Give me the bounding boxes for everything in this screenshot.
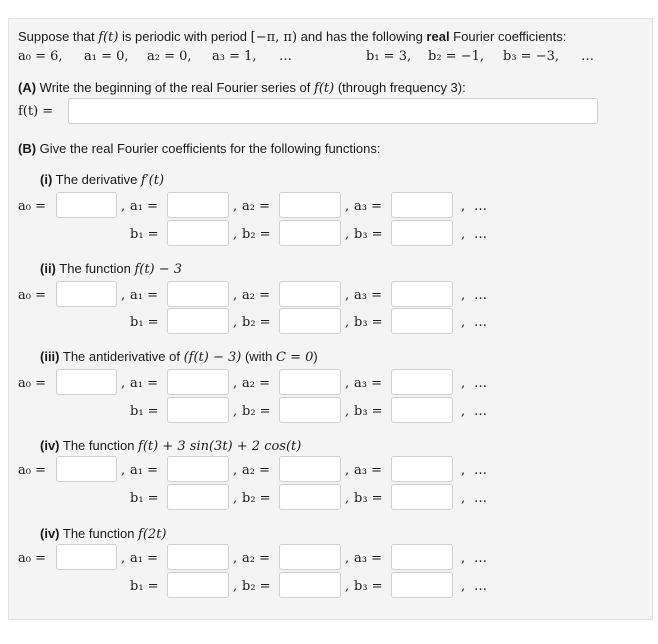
section-1-a1-comma: ,	[121, 199, 126, 214]
section-3-a3-input[interactable]	[391, 369, 453, 395]
section-1-heading	[40, 172, 164, 188]
section-1-a2-label: a₂ =	[242, 199, 270, 214]
section-4-b3-label: b₃ =	[354, 491, 383, 506]
section-3-b2-comma: ,	[233, 404, 238, 419]
section-4-b3-input[interactable]	[391, 484, 453, 510]
given-b2: b₂ = −1,	[428, 49, 484, 64]
section-3-a-dots: …	[474, 376, 487, 391]
section-2-math: f(t) − 3	[134, 262, 183, 277]
section-5-text: The function	[59, 526, 139, 541]
section-1-b2-input[interactable]	[279, 220, 341, 246]
section-5-b2-input[interactable]	[279, 572, 341, 598]
section-3-math: (f(t) − 3)	[183, 350, 242, 365]
intro-text-3: and has the following	[297, 29, 427, 44]
section-2-heading	[40, 261, 182, 277]
section-3-a1-label: a₁ =	[130, 376, 158, 391]
section-5-a0-input[interactable]	[56, 544, 117, 570]
section-4-a3-input[interactable]	[391, 456, 453, 482]
section-3-a3-comma: ,	[345, 376, 350, 391]
section-5-b1-label: b₁ =	[130, 579, 159, 594]
section-5-a1-input[interactable]	[167, 544, 229, 570]
section-3-a1-input[interactable]	[167, 369, 229, 395]
section-2-a2-input[interactable]	[279, 281, 341, 307]
section-1-b3-comma: ,	[345, 227, 350, 242]
section-2-a1-label: a₁ =	[130, 288, 158, 303]
section-5-b2-label: b₂ =	[242, 579, 271, 594]
section-1-a-dots: …	[474, 199, 487, 214]
section-3-math-2: C = 0	[276, 350, 314, 365]
section-5-a1-label: a₁ =	[130, 551, 158, 566]
section-4-a-end-comma: ,	[461, 463, 466, 478]
section-2-b3-input[interactable]	[391, 308, 453, 334]
section-1-a0-label: a₀ =	[18, 199, 46, 214]
part-a-text: Write the beginning of the real Fourier series of	[36, 80, 315, 95]
intro-text-1: Suppose that	[18, 29, 99, 44]
section-3-b1-label: b₁ =	[130, 404, 159, 419]
section-3-text-3: )	[313, 349, 318, 364]
part-a-func: f(t)	[314, 81, 335, 96]
section-4-b-dots: …	[474, 491, 487, 506]
section-4-a1-comma: ,	[121, 463, 126, 478]
section-4-prefix: (iv)	[40, 438, 60, 453]
section-5-a1-comma: ,	[121, 551, 126, 566]
section-3-b2-input[interactable]	[279, 397, 341, 423]
section-5-math: f(2t)	[138, 527, 167, 542]
section-3-a3-label: a₃ =	[354, 376, 382, 391]
given-a2: a₂ = 0,	[147, 49, 192, 64]
intro-line	[18, 29, 566, 45]
section-3-b3-comma: ,	[345, 404, 350, 419]
section-5-b3-comma: ,	[345, 579, 350, 594]
intro-f-t: f(t)	[98, 30, 119, 45]
section-5-a2-comma: ,	[233, 551, 238, 566]
section-1-prefix: (i)	[40, 172, 53, 187]
section-5-a3-label: a₃ =	[354, 551, 382, 566]
section-1-a-end-comma: ,	[461, 199, 466, 214]
section-5-a3-comma: ,	[345, 551, 350, 566]
section-2-a3-label: a₃ =	[354, 288, 382, 303]
part-b-text: Give the real Fourier coefficients for the following functions:	[36, 141, 381, 156]
section-2-a2-comma: ,	[233, 288, 238, 303]
section-5-b2-comma: ,	[233, 579, 238, 594]
section-4-a1-input[interactable]	[167, 456, 229, 482]
section-2-a-dots: …	[474, 288, 487, 303]
given-a-dots: …	[279, 49, 292, 64]
section-2-b-dots: …	[474, 315, 487, 330]
section-1-a3-input[interactable]	[391, 192, 453, 218]
section-1-b2-comma: ,	[233, 227, 238, 242]
section-3-text: The antiderivative of	[59, 349, 184, 364]
intro-text-4: Fourier coefficients:	[449, 29, 567, 44]
section-5-b3-input[interactable]	[391, 572, 453, 598]
section-1-math: f′(t)	[140, 173, 165, 188]
section-1-a2-comma: ,	[233, 199, 238, 214]
section-4-a0-input[interactable]	[56, 456, 117, 482]
section-5-a3-input[interactable]	[391, 544, 453, 570]
section-5-prefix: (iv)	[40, 526, 60, 541]
section-1-text: The derivative	[52, 172, 141, 187]
section-5-b-dots: …	[474, 579, 487, 594]
section-2-a0-input[interactable]	[56, 281, 117, 307]
given-b-dots: …	[581, 49, 594, 64]
section-1-b3-label: b₃ =	[354, 227, 383, 242]
section-3-b-end-comma: ,	[461, 404, 466, 419]
part-a-heading	[18, 80, 466, 96]
section-1-a1-label: a₁ =	[130, 199, 158, 214]
section-2-b2-label: b₂ =	[242, 315, 271, 330]
section-1-a0-input[interactable]	[56, 192, 117, 218]
section-2-b2-comma: ,	[233, 315, 238, 330]
given-b1: b₁ = 3,	[366, 49, 412, 64]
intro-bold-real: real	[426, 29, 450, 44]
section-1-b-dots: …	[474, 227, 487, 242]
section-5-a-dots: …	[474, 551, 487, 566]
section-1-b3-input[interactable]	[391, 220, 453, 246]
part-a-prefix: (A)	[18, 80, 37, 95]
intro-period: [−π, π)	[250, 30, 298, 45]
section-3-a1-comma: ,	[121, 376, 126, 391]
section-4-b-end-comma: ,	[461, 491, 466, 506]
section-1-a3-comma: ,	[345, 199, 350, 214]
section-3-b-dots: …	[474, 404, 487, 419]
section-4-a2-input[interactable]	[279, 456, 341, 482]
section-3-a2-input[interactable]	[279, 369, 341, 395]
section-2-b1-input[interactable]	[167, 308, 229, 334]
section-2-text: The function	[55, 261, 135, 276]
section-2-b2-input[interactable]	[279, 308, 341, 334]
section-2-b3-comma: ,	[345, 315, 350, 330]
section-3-b2-label: b₂ =	[242, 404, 271, 419]
section-2-a-end-comma: ,	[461, 288, 466, 303]
given-a3: a₃ = 1,	[212, 49, 257, 64]
section-1-b2-label: b₂ =	[242, 227, 271, 242]
section-2-b-end-comma: ,	[461, 315, 466, 330]
section-5-b1-input[interactable]	[167, 572, 229, 598]
section-1-b1-label: b₁ =	[130, 227, 159, 242]
section-3-heading	[40, 349, 318, 365]
section-2-b3-label: b₃ =	[354, 315, 383, 330]
part-a-text-2: (through frequency 3):	[334, 80, 466, 95]
section-3-a2-label: a₂ =	[242, 376, 270, 391]
section-2-a3-comma: ,	[345, 288, 350, 303]
section-2-a3-input[interactable]	[391, 281, 453, 307]
section-4-b2-comma: ,	[233, 491, 238, 506]
section-3-a0-input[interactable]	[56, 369, 117, 395]
section-3-b1-input[interactable]	[167, 397, 229, 423]
section-3-b3-input[interactable]	[391, 397, 453, 423]
section-2-a1-input[interactable]	[167, 281, 229, 307]
section-4-a0-label: a₀ =	[18, 463, 46, 478]
section-4-a1-label: a₁ =	[130, 463, 158, 478]
section-4-text: The function	[59, 438, 139, 453]
given-a1: a₁ = 0,	[84, 49, 129, 64]
section-5-a2-label: a₂ =	[242, 551, 270, 566]
section-3-text-2: (with	[241, 349, 276, 364]
section-4-math: f(t) + 3 sin(3t) + 2 cos(t)	[138, 439, 302, 454]
section-1-a3-label: a₃ =	[354, 199, 382, 214]
section-1-b1-input[interactable]	[167, 220, 229, 246]
section-4-a2-label: a₂ =	[242, 463, 270, 478]
part-b-heading	[18, 141, 380, 156]
section-3-b3-label: b₃ =	[354, 404, 383, 419]
section-2-a2-label: a₂ =	[242, 288, 270, 303]
section-3-a-end-comma: ,	[461, 376, 466, 391]
section-4-a3-label: a₃ =	[354, 463, 382, 478]
section-3-prefix: (iii)	[40, 349, 60, 364]
section-2-a0-label: a₀ =	[18, 288, 46, 303]
section-1-b-end-comma: ,	[461, 227, 466, 242]
section-4-heading	[40, 438, 301, 454]
section-4-b2-label: b₂ =	[242, 491, 271, 506]
section-2-prefix: (ii)	[40, 261, 56, 276]
section-5-heading	[40, 526, 167, 542]
section-4-b3-comma: ,	[345, 491, 350, 506]
section-5-b-end-comma: ,	[461, 579, 466, 594]
section-5-a2-input[interactable]	[279, 544, 341, 570]
section-4-b2-input[interactable]	[279, 484, 341, 510]
given-b3: b₃ = −3,	[503, 49, 559, 64]
part-b-prefix: (B)	[18, 141, 37, 156]
intro-text-2: is periodic with period	[118, 29, 251, 44]
section-2-b1-label: b₁ =	[130, 315, 159, 330]
section-1-a2-input[interactable]	[279, 192, 341, 218]
section-3-a2-comma: ,	[233, 376, 238, 391]
fourier-series-label: f(t) =	[18, 104, 54, 119]
section-1-a1-input[interactable]	[167, 192, 229, 218]
section-5-a0-label: a₀ =	[18, 551, 46, 566]
section-2-a1-comma: ,	[121, 288, 126, 303]
section-3-a0-label: a₀ =	[18, 376, 46, 391]
section-4-a3-comma: ,	[345, 463, 350, 478]
section-4-b1-input[interactable]	[167, 484, 229, 510]
section-5-b3-label: b₃ =	[354, 579, 383, 594]
given-a0: a₀ = 6,	[18, 49, 63, 64]
section-4-a-dots: …	[474, 463, 487, 478]
fourier-series-input[interactable]	[68, 98, 598, 124]
section-4-b1-label: b₁ =	[130, 491, 159, 506]
section-5-a-end-comma: ,	[461, 551, 466, 566]
section-4-a2-comma: ,	[233, 463, 238, 478]
